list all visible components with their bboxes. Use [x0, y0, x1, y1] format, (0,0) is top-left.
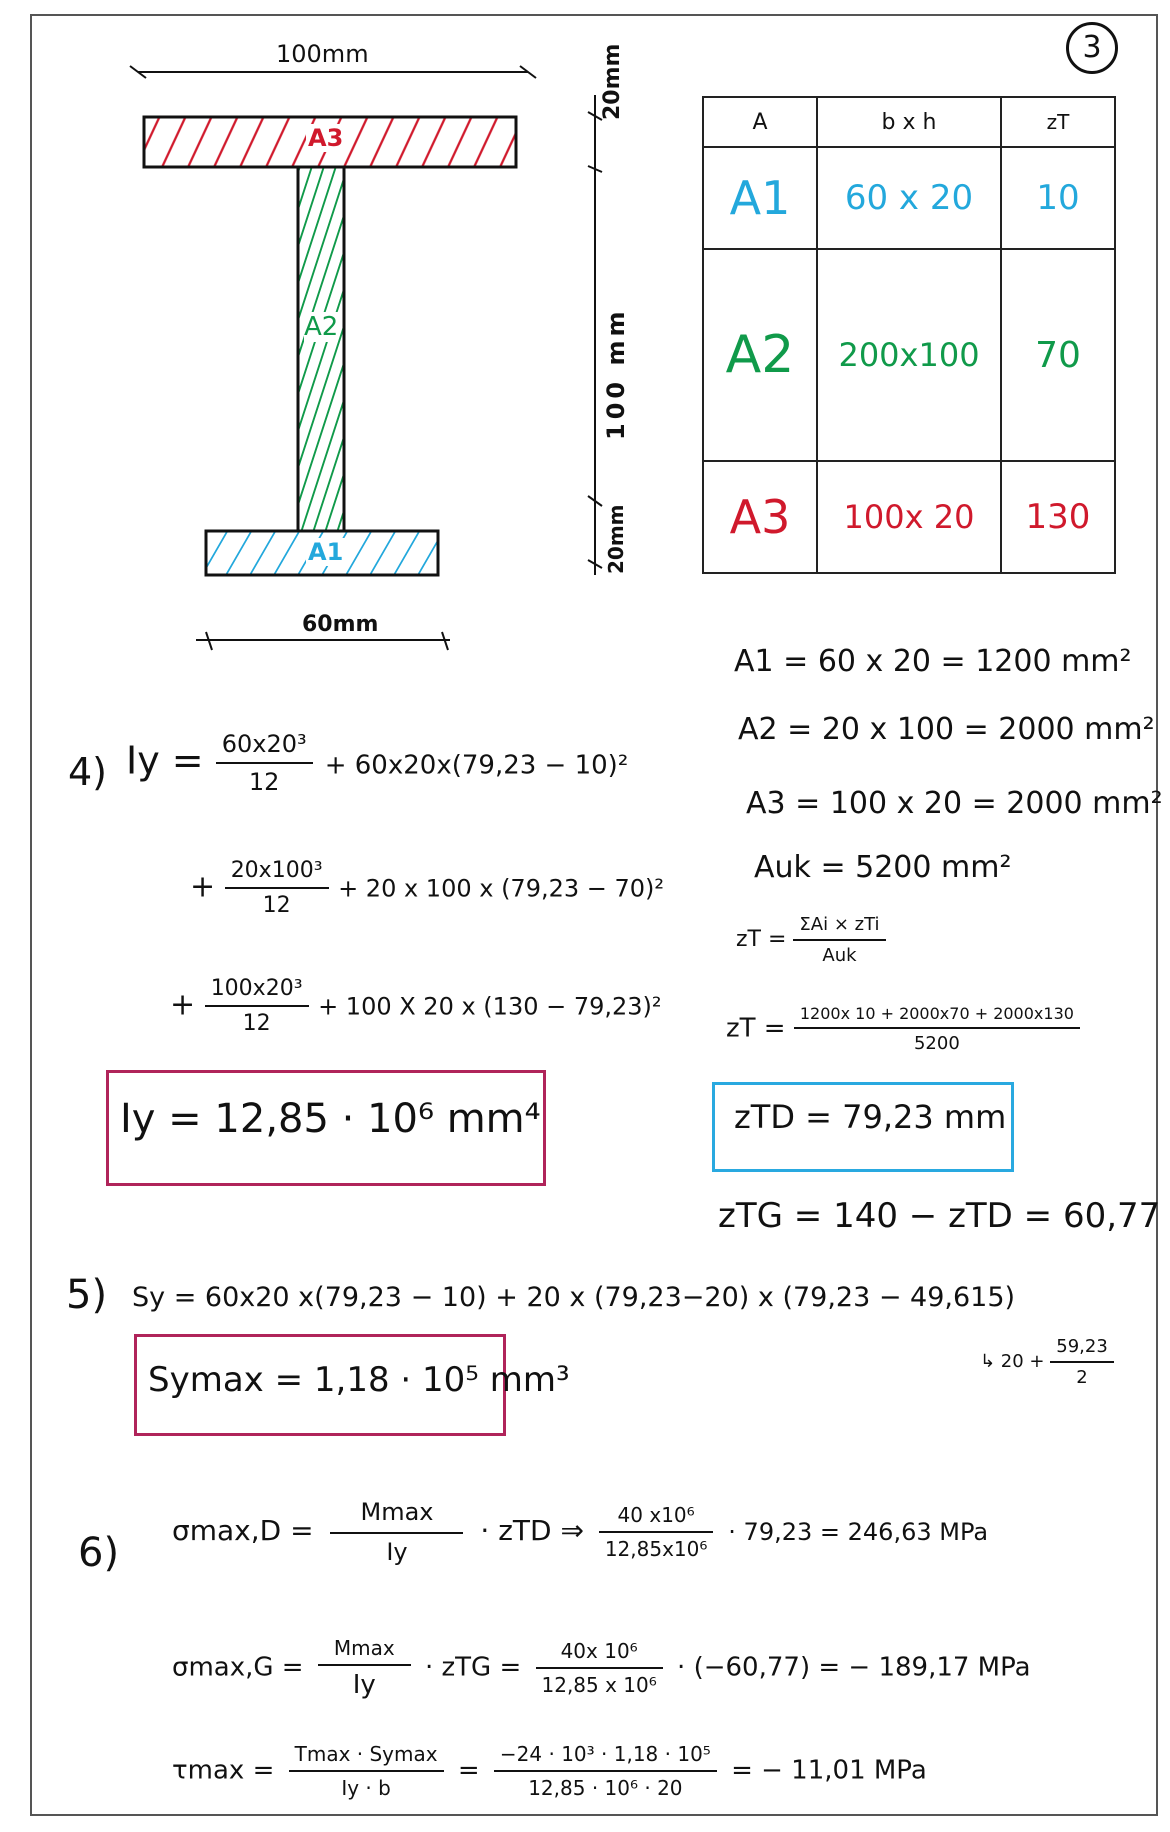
- web-a2: [298, 167, 344, 531]
- height-top-label: 20mm: [600, 43, 625, 120]
- table-cell-bh: 200x100: [817, 249, 1001, 461]
- table-cell-z: 130: [1001, 461, 1115, 573]
- part5-eq: Sy = 60x20 x(79,23 − 10) + 20 x (79,23−20) x (79,23 − 49,615): [132, 1282, 1016, 1313]
- table-cell-z: 70: [1001, 249, 1115, 461]
- table-cell-area: A3: [703, 461, 817, 573]
- part4-line1: Iy = $\frac{\text{60x20³}}{12}$ + 60x20x(79,23 − 10)²: [126, 730, 629, 796]
- label-a3: A3: [308, 124, 344, 152]
- table-row: [703, 249, 1115, 461]
- area-a2: A2 = 20 x 100 = 2000 mm²: [738, 712, 1155, 747]
- label-a1: A1: [308, 538, 344, 566]
- table-cell-bh: 100x 20: [817, 461, 1001, 573]
- height-bot-label: 20mm: [604, 504, 628, 574]
- part6-sigma-d: σmax,D = $\frac{Mmax}{Iy}$ · zTD ⇒ $\frac{\text{40 x10⁶}}{\text{12,85x10⁶}}$ · 79,23 = 246,63 MPa: [172, 1498, 989, 1566]
- area-total: Auk = 5200 mm²: [754, 850, 1012, 885]
- table-row: [703, 461, 1115, 573]
- table-header: A: [703, 97, 817, 147]
- ztd-result: zTD = 79,23 mm: [734, 1098, 1007, 1136]
- part6-label: 6): [78, 1530, 120, 1576]
- bottom-width-label: 60mm: [302, 612, 379, 637]
- sy-result: Symax = 1,18 · 10⁵ mm³: [148, 1360, 570, 1400]
- page-number: 3: [1082, 30, 1102, 65]
- part4-label: 4): [68, 750, 108, 794]
- zt-formula: zT = $\frac{\text{ΣAi × zTi}}{\text{Auk}}$: [736, 914, 886, 966]
- section-properties-table: [702, 96, 1116, 574]
- table-header: zT: [1001, 97, 1115, 147]
- area-a3: A3 = 100 x 20 = 2000 mm²: [746, 786, 1163, 821]
- part6-tau: τmax = $\frac{Tmax \cdot Symax}{Iy \cdot b}$ = $\frac{\text{−24 · 10³ · 1,18 · 10⁵}}{\text{12,85 · 10⁶ · 20}}$ = − 11,01 MPa: [172, 1742, 927, 1800]
- height-mid-label: 100 mm: [602, 307, 630, 440]
- area-a1: A1 = 60 x 20 = 1200 mm²: [734, 644, 1132, 679]
- table-row: [703, 147, 1115, 249]
- table-cell-area: A1: [703, 147, 817, 249]
- part6-sigma-g: σmax,G = $\frac{Mmax}{Iy}$ · zTG = $\frac{\text{40x 10⁶}}{\text{12,85 x 10⁶}}$ · (−60,77) = − 189,17 MPa: [172, 1636, 1031, 1700]
- zt-calculation: zT = $\frac{1200x 10 + 2000x70 + 2000x130}{5200}$: [726, 1004, 1080, 1054]
- top-width-label: 100mm: [276, 40, 369, 68]
- label-a2: A2: [304, 312, 339, 342]
- table-header-row: [703, 97, 1115, 147]
- iy-result: Iy = 12,85 · 10⁶ mm⁴: [120, 1096, 541, 1142]
- table-header: b x h: [817, 97, 1001, 147]
- ztg-calc: zTG = 140 − zTD = 60,77: [718, 1196, 1161, 1236]
- part4-line2: + $\frac{\text{20x100³}}{12}$ + 20 x 100 x (79,23 − 70)²: [190, 858, 665, 918]
- table-cell-z: 10: [1001, 147, 1115, 249]
- table-cell-bh: 60 x 20: [817, 147, 1001, 249]
- table-cell-area: A2: [703, 249, 817, 461]
- part4-line3: + $\frac{\text{100x20³}}{12}$ + 100 X 20 x (130 − 79,23)²: [170, 976, 662, 1036]
- part5-label: 5): [66, 1272, 108, 1318]
- part5-note: ↳ 20 + $\frac{59,23}{2}$: [980, 1336, 1114, 1388]
